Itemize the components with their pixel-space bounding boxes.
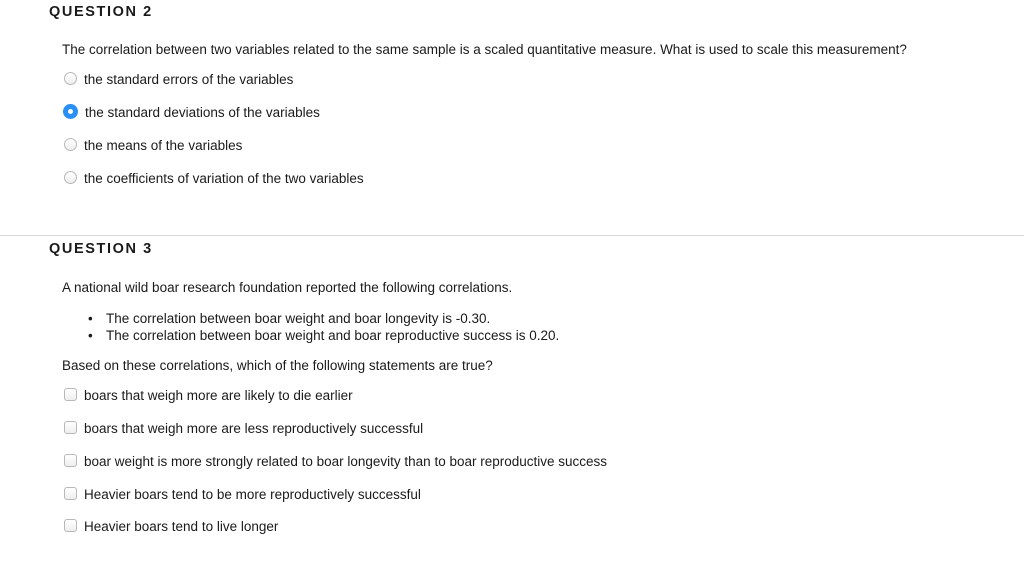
list-item [62, 327, 559, 344]
list-item [62, 310, 559, 327]
question-divider [0, 235, 1024, 236]
checkbox[interactable] [64, 388, 77, 401]
radio-button[interactable] [64, 138, 77, 151]
checkbox[interactable] [64, 454, 77, 467]
option-label[interactable]: boar weight is more strongly related to boar longevity than to boar reproductive success [84, 453, 608, 469]
question-2-heading: QUESTION 2 [49, 4, 153, 20]
q3-option-5[interactable] [64, 517, 278, 535]
radio-button[interactable] [64, 171, 77, 184]
q2-option-3[interactable] [64, 136, 242, 154]
option-label[interactable]: the standard deviations of the variables [85, 104, 320, 120]
question-3-heading: QUESTION 3 [49, 241, 153, 257]
list-item-text: The correlation between boar weight and boar reproductive success is 0.20. [106, 328, 560, 343]
q2-option-4[interactable] [64, 169, 364, 187]
option-label[interactable]: boars that weigh more are less reproductively successful [84, 420, 424, 436]
q3-option-3[interactable] [64, 452, 607, 470]
q2-option-1[interactable] [64, 70, 293, 88]
option-label[interactable]: Heavier boars tend to be more reproductively successful [84, 486, 421, 502]
q3-option-2[interactable] [64, 419, 423, 437]
list-item-text: The correlation between boar weight and boar longevity is -0.30. [106, 311, 491, 326]
question-3-intro: A national wild boar research foundation reported the following correlations. [62, 280, 513, 295]
radio-button[interactable] [64, 72, 77, 85]
bullet-icon: • [88, 328, 93, 343]
checkbox[interactable] [64, 421, 77, 434]
q3-option-4[interactable] [64, 485, 421, 503]
radio-button-selected[interactable] [63, 104, 78, 119]
checkbox[interactable] [64, 519, 77, 532]
option-label[interactable]: the coefficients of variation of the two variables [84, 170, 364, 186]
bullet-icon: • [88, 311, 93, 326]
option-label[interactable]: the means of the variables [84, 137, 243, 153]
option-label[interactable]: the standard errors of the variables [84, 71, 294, 87]
option-label[interactable]: boars that weigh more are likely to die earlier [84, 387, 353, 403]
correlation-list [62, 310, 559, 344]
q2-option-2[interactable] [64, 103, 320, 121]
question-2-text: The correlation between two variables related to the same sample is a scaled quantitative measure. What is used to scale this measurement? [62, 42, 907, 57]
option-label[interactable]: Heavier boars tend to live longer [84, 518, 279, 534]
question-3-prompt: Based on these correlations, which of the following statements are true? [62, 358, 493, 373]
q3-option-1[interactable] [64, 386, 353, 404]
checkbox[interactable] [64, 487, 77, 500]
